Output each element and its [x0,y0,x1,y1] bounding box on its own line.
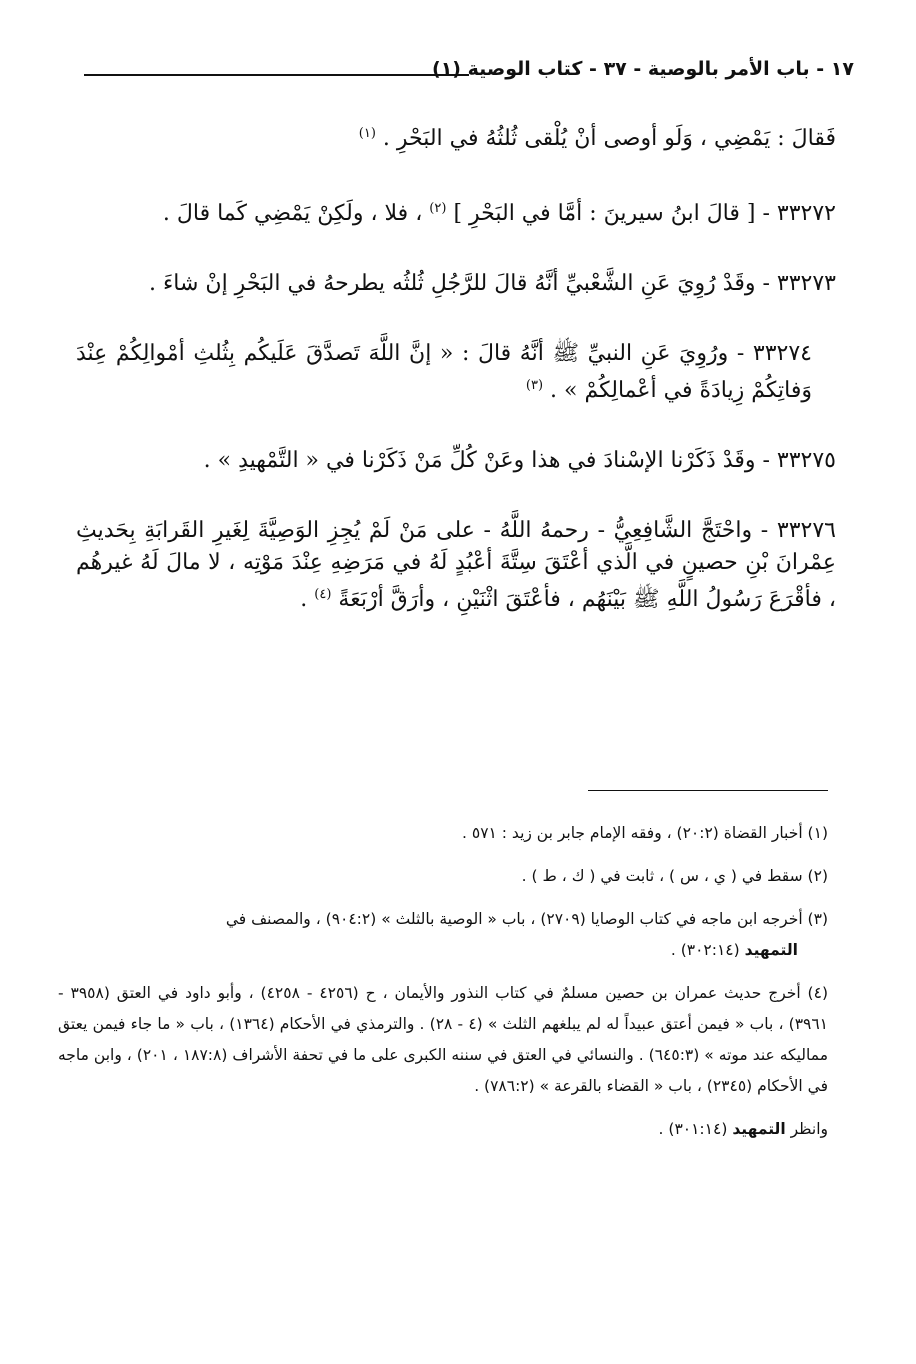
paragraph-text: ٣٣٢٧٥ - وقَدْ ذَكَرْنا الإسْنادَ في هذا وعَنْ كُلِّ مَنْ ذَكَرْنا في « التَّمْهيدِ » . [203,448,836,473]
footnote-text: وانظر [790,1120,828,1138]
footnote-text: (٣٠١:١٤) . [658,1120,728,1138]
paragraph [76,445,836,477]
paragraph [76,193,836,230]
footnote: (٢) سقط في ( ي ، س ) ، ثابت في ( ك ، ط ) . [521,867,828,885]
footnote [58,904,828,966]
footnote-ref: (٣) [525,378,544,393]
footnote: (١) أخبار القضاة (٢٠:٢) ، وفقه الإمام جابر بن زيد : ٥٧١ . [462,824,828,842]
paragraph-text: ٣٣٢٧٤ - ورُوِيَ عَنِ النبيِّ ﷺ أنَّهُ قالَ : « إنَّ اللَّهَ تَصدَّقَ عَلَيكُم بِثُلثِ أمْوالِكُمْ عِنْدَ وَفاتِكُمْ زِيادَةً في أعْمالِكُمْ » . [76,341,812,403]
footnote-text [671,941,828,959]
footnotes [58,818,828,1157]
paragraph-text: ٣٣٢٧٢ - [ قالَ ابنُ سيرينَ : أمَّا في البَحْرِ ] [453,201,836,226]
header-rule [84,74,469,76]
paragraph-text: فَقالَ : يَمْضِي ، وَلَو أوصى أنْ يُلْقى ثُلثُهُ في البَحْرِ . [382,126,836,151]
paragraph-text: ، فلا ، ولَكِنْ يَمْضِي كَما قالَ . [162,201,423,226]
page-header [84,56,854,90]
footnote-text: (٣) أخرجه ابن ماجه في كتاب الوصايا (٢٧٠٩) ، باب « الوصية بالثلث » (٩٠٤:٢) ، والمصنف في [225,910,828,928]
book-title: التمهيد [744,941,798,959]
book-title: التمهيد [732,1120,786,1138]
paragraph-text: ٣٣٢٧٣ - وقَدْ رُوِيَ عَنِ الشَّعْبيِّ أنَّهُ قالَ للرَّجُلِ ثُلثُه يطرحهُ في البَحْرِ إنْ شاءَ . [148,271,836,296]
footnote: (٤) أخرج حديث عمران بن حصين مسلمٌ في كتاب النذور والأيمان ، ح (٤٢٥٦ - ٤٢٥٨) ، وأبو داود في العتق (٣٩٥٨ - ٣٩٦١) ، باب « فيمن أعتق عبيداً له لم يبلغهم الثلث » (٤ - ٢٨) . والترمذي في الأحكام (١٣٦٤) ، باب « ما جاء فيمن يعتق مماليكه عند موته » (٦٤٥:٣) . والنسائي في العتق في سننه الكبرى على ما في تحفة الأشراف (١٨٧:٨ ، ٢٠١) ، وابن ماجه في الأحكام (٢٣٤٥) ، باب « القضاء بالقرعة » (٧٨٦:٢) . [58,984,829,1095]
footnote-ref: (٢) [429,201,447,216]
paragraph-text: . [300,587,308,612]
paragraph [76,338,836,407]
paragraph [76,515,836,616]
footnote-text: (٣٠٢:١٤) . [670,941,740,959]
footnote [58,1114,828,1145]
footnote-ref: (٤) [314,587,332,602]
paragraph-text: ٣٣٢٧٦ - واحْتَجَّ الشَّافِعِيُّ - رحمهُ اللَّهُ - على مَنْ لَمْ يُجِزِ الوَصِيَّةَ لِغَيرِ القَرابَةِ بِحَديثِ عِمْرانَ بْنِ حصينٍ في الَّذي أعْتَقَ سِتَّةَ أعْبُدٍ لَهُ في مَرَضِهِ عِنْدَ مَوْتِه ، لا مالَ لَهُ غيرهُم ، فأقْرَعَ رَسُولُ اللَّهِ ﷺ بَيْنَهُم ، فأعْتَقَ اثْنَيْنِ ، وأرَقَّ أرْبَعَةً [76,518,836,612]
paragraph [76,268,836,300]
main-text [76,118,836,616]
footnote-ref: (١) [358,126,376,141]
paragraph [76,118,836,155]
running-title: ١٧ - باب الأمر بالوصية - ٣٧ - كتاب الوصية (١) [432,58,854,80]
footnote-separator [588,790,828,791]
